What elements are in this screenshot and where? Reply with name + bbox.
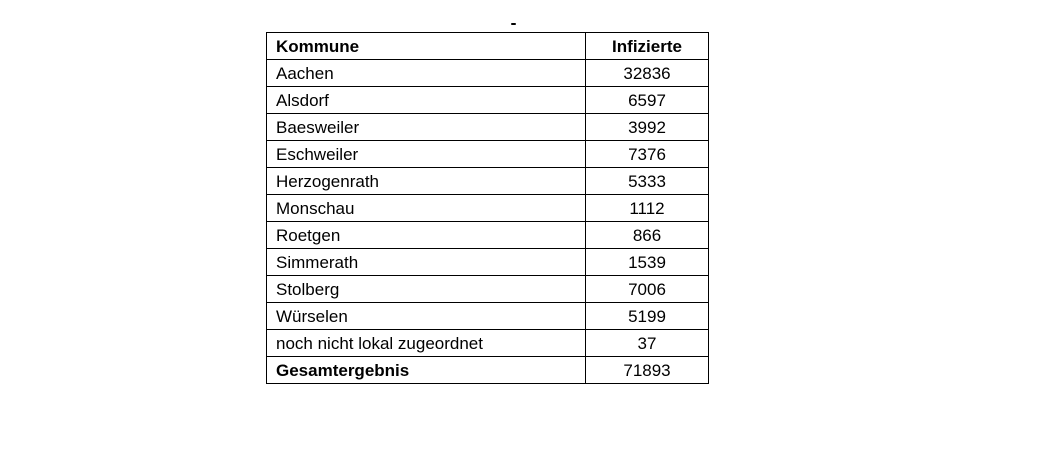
table-row [267,330,709,357]
cell-kommune: Stolberg [267,276,586,303]
cell-infizierte: 6597 [586,87,709,114]
table-header-row [267,33,709,60]
infections-table [266,32,709,384]
cell-kommune: Aachen [267,60,586,87]
table-row [267,168,709,195]
cell-kommune: Herzogenrath [267,168,586,195]
cell-infizierte: 7376 [586,141,709,168]
cell-kommune: Monschau [267,195,586,222]
cell-kommune: Roetgen [267,222,586,249]
cell-infizierte: 37 [586,330,709,357]
table-row [267,114,709,141]
cell-infizierte: 5333 [586,168,709,195]
total-row [267,357,709,384]
cell-infizierte: 5199 [586,303,709,330]
total-value: 71893 [586,357,709,384]
cell-infizierte: 1539 [586,249,709,276]
table-row [267,222,709,249]
table-row [267,60,709,87]
stray-mark [511,23,516,25]
cell-kommune: noch nicht lokal zugeordnet [267,330,586,357]
table-row [267,87,709,114]
cell-infizierte: 866 [586,222,709,249]
cell-kommune: Simmerath [267,249,586,276]
table-row [267,303,709,330]
table-row [267,195,709,222]
cell-infizierte: 7006 [586,276,709,303]
cell-kommune: Eschweiler [267,141,586,168]
table-row [267,249,709,276]
cell-infizierte: 32836 [586,60,709,87]
total-label: Gesamtergebnis [267,357,586,384]
table-row [267,276,709,303]
header-infizierte: Infizierte [586,33,709,60]
cell-kommune: Würselen [267,303,586,330]
header-kommune: Kommune [267,33,586,60]
cell-infizierte: 1112 [586,195,709,222]
cell-kommune: Baesweiler [267,114,586,141]
cell-infizierte: 3992 [586,114,709,141]
table-row [267,141,709,168]
cell-kommune: Alsdorf [267,87,586,114]
